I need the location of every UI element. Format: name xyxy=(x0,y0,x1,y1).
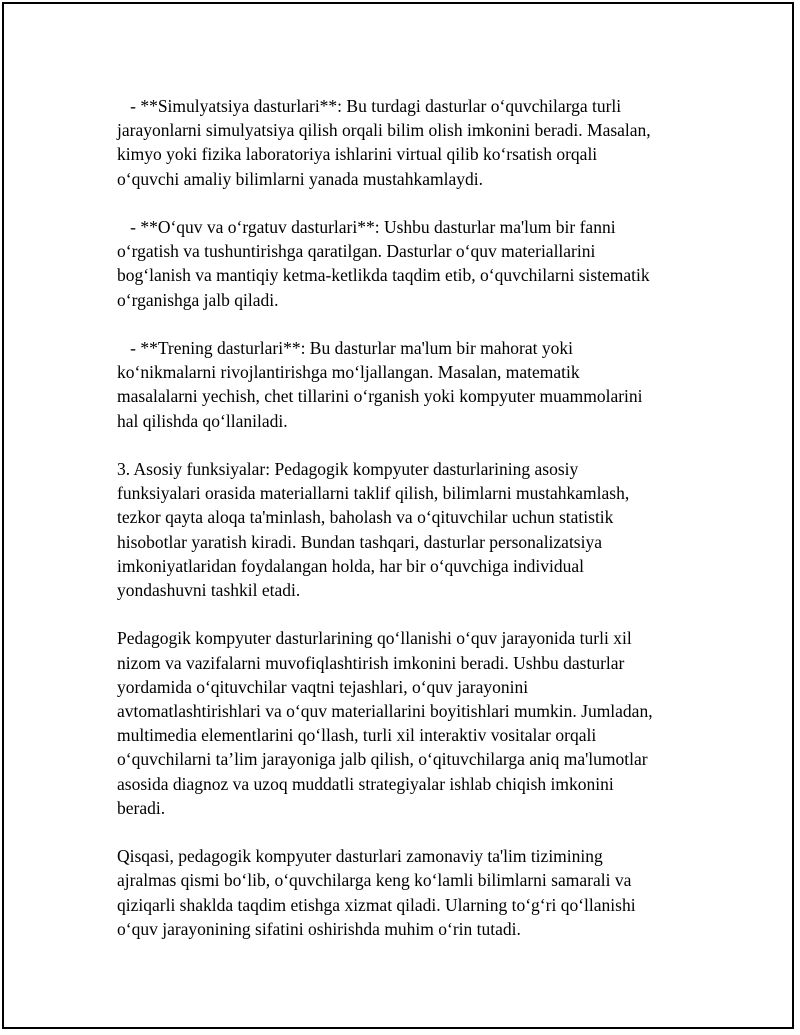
text-line: yondashuvni tashkil etadi. xyxy=(117,580,301,601)
text-line: nizom va vazifalarni muvofiqlashtirish imkonini beradi. Ushbu dasturlar xyxy=(117,652,625,673)
text-line: multimedia elementlarini qo‘llash, turli xil interaktiv vositalar orqali xyxy=(117,725,597,746)
text-line: bog‘lanish va mantiqiy ketma-ketlikda taqdim etib, o‘quvchilarni sistematik xyxy=(117,265,650,286)
text-line: Pedagogik kompyuter dasturlarining qo‘llanishi o‘quv jarayonida turli xil xyxy=(117,628,632,649)
text-line: - **Trening dasturlari**: Bu dasturlar ma'lum bir mahorat yoki xyxy=(117,338,573,358)
text-line: - **O‘quv va o‘rgatuv dasturlari**: Ushbu dasturlar ma'lum bir fanni xyxy=(117,217,616,237)
text-line: o‘quvchi amaliy bilimlarni yanada mustahkamlaydi. xyxy=(117,168,483,189)
text-line: ajralmas qismi bo‘lib, o‘quvchilarga keng ko‘lamli bilimlarni samarali va xyxy=(117,870,632,891)
text-line: imkoniyatlaridan foydalangan holda, har bir o‘quvchiga individual xyxy=(117,555,585,576)
text-line: funksiyalari orasida materiallarni taklif qilish, bilimlarni mustahkamlash, xyxy=(117,483,630,504)
text-line: jarayonlarni simulyatsiya qilish orqali bilim olish imkonini beradi. Masalan, xyxy=(117,120,651,141)
text-line: - **Simulyatsiya dasturlari**: Bu turdagi dasturlar o‘quvchilarga turli xyxy=(117,96,622,116)
paragraph-simulation-programs xyxy=(117,94,707,191)
text-line: 3. Asosiy funksiyalar: Pedagogik kompyuter dasturlarining asosiy xyxy=(117,459,579,479)
text-line: beradi. xyxy=(117,797,166,818)
text-line: avtomatlashtirishlari va o‘quv materiallarini boyitishlari mumkin. Jumladan, xyxy=(117,701,653,722)
text-line: hal qilishda qo‘llaniladi. xyxy=(117,410,288,431)
paragraph-teaching-programs xyxy=(117,215,707,312)
text-line: o‘quvchilarni ta’lim jarayoniga jalb qilish, o‘qituvchilarga aniq ma'lumotlar xyxy=(117,749,648,770)
text-line: kimyo yoki fizika laboratoriya ishlarini virtual qilib ko‘rsatish orqali xyxy=(117,144,598,165)
text-line: ko‘nikmalarni rivojlantirishga mo‘ljallangan. Masalan, matematik xyxy=(117,362,580,383)
text-line: yordamida o‘qituvchilar vaqtni tejashlari, o‘quv jarayonini xyxy=(117,676,529,697)
text-line: qiziqarli shaklda taqdim etishga xizmat qiladi. Ularning to‘g‘ri qo‘llanishi xyxy=(117,894,636,915)
text-line: masalalarni yechish, chet tillarini o‘rganish yoki kompyuter muammolarini xyxy=(117,386,643,407)
text-line: o‘rganishga jalb qiladi. xyxy=(117,289,279,310)
text-line: tezkor qayta aloqa ta'minlash, baholash va o‘qituvchilar uchun statistik xyxy=(117,507,614,528)
paragraph-conclusion xyxy=(117,844,707,941)
paragraph-training-programs xyxy=(117,336,707,433)
text-line: hisobotlar yaratish kiradi. Bundan tashqari, dasturlar personalizatsiya xyxy=(117,531,603,552)
text-line: Qisqasi, pedagogik kompyuter dasturlari zamonaviy ta'lim tizimining xyxy=(117,846,603,867)
text-line: asosida diagnoz va uzoq muddatli strategiyalar ishlab chiqish imkonini xyxy=(117,773,614,794)
text-line: o‘rgatish va tushuntirishga qaratilgan. Dasturlar o‘quv materiallarini xyxy=(117,241,596,262)
paragraph-main-functions xyxy=(117,457,707,602)
paragraph-usage xyxy=(117,626,707,820)
text-line: o‘quv jarayonining sifatini oshirishda muhim o‘rin tutadi. xyxy=(117,918,521,939)
document-body xyxy=(117,94,707,965)
